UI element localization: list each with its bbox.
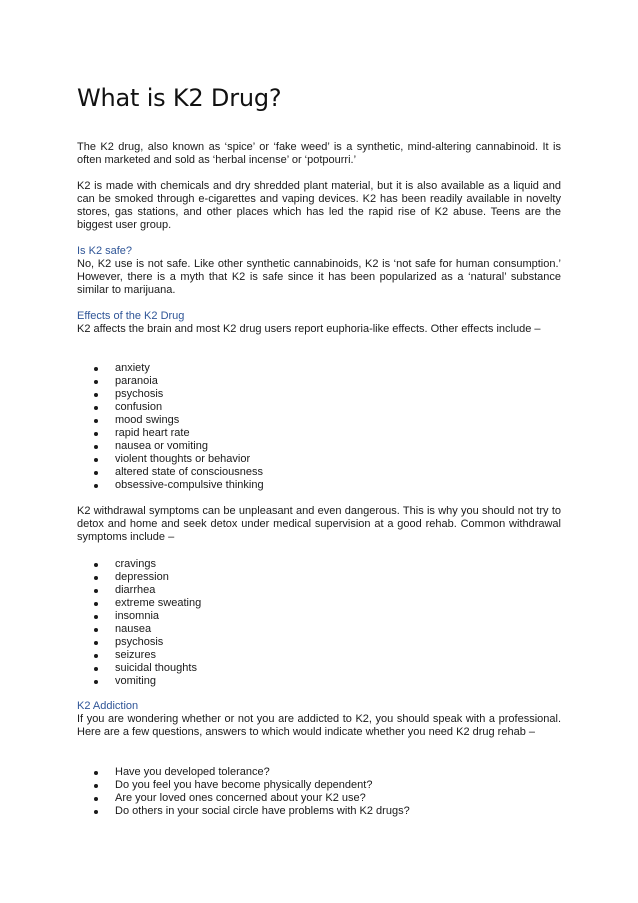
effects-heading: Effects of the K2 Drug [77, 310, 185, 322]
intro-paragraph-2: K2 is made with chemicals and dry shredded plant material, but it is also available as a liquid and can be smoked through e-cigarettes and vaping devices. K2 has been readily available in novelty stores, gas stations, and other places which has led the rapid rise of K2 abuse. Teens are the biggest user group. [77, 180, 561, 231]
list-item: depression [77, 571, 561, 584]
list-item: insomnia [77, 610, 561, 623]
bullet-icon [94, 615, 98, 619]
list-item: suicidal thoughts [77, 662, 561, 675]
bullet-icon [94, 419, 98, 423]
list-item: obsessive-compulsive thinking [77, 479, 561, 492]
list-item: seizures [77, 649, 561, 662]
addiction-paragraph: If you are wondering whether or not you are addicted to K2, you should speak with a professional. Here are a few questions, answers to which would indicate whether you need K2 drug rehab – [77, 713, 561, 738]
list-item: violent thoughts or behavior [77, 453, 561, 466]
safe-heading: Is K2 safe? [77, 245, 133, 257]
list-item: vomiting [77, 675, 561, 688]
withdrawal-paragraph: K2 withdrawal symptoms can be unpleasant and even dangerous. This is why you should not try to detox and home and seek detox under medical supervision at a good rehab. Common withdrawal symptoms include – [77, 505, 561, 543]
bullet-icon [94, 432, 98, 436]
list-item: psychosis [77, 636, 561, 649]
bullet-icon [94, 445, 98, 449]
bullet-icon [94, 367, 98, 371]
bullet-icon [94, 810, 98, 814]
effects-paragraph: K2 affects the brain and most K2 drug users report euphoria-like effects. Other effects include – [77, 323, 541, 335]
bullet-icon [94, 654, 98, 658]
bullet-icon [94, 602, 98, 606]
safe-paragraph: No, K2 use is not safe. Like other synthetic cannabinoids, K2 is ‘not safe for human consumption.’ However, there is a myth that K2 is safe since it has been popularized as a ‘natural’ substance similar to marijuana. [77, 258, 561, 296]
bullet-icon [94, 471, 98, 475]
bullet-icon [94, 628, 98, 632]
bullet-icon [94, 589, 98, 593]
bullet-icon [94, 680, 98, 684]
intro-paragraph-1: The K2 drug, also known as ‘spice’ or ‘fake weed’ is a synthetic, mind-altering cannabinoid. It is often marketed and sold as ‘herbal incense’ or ‘potpourri.’ [77, 141, 561, 166]
list-item: Do others in your social circle have problems with K2 drugs? [77, 805, 561, 818]
bullet-icon [94, 406, 98, 410]
addiction-list [77, 766, 561, 818]
list-item: nausea [77, 623, 561, 636]
list-item: cravings [77, 558, 561, 571]
bullet-icon [94, 576, 98, 580]
list-item: altered state of consciousness [77, 466, 561, 479]
list-item: mood swings [77, 414, 561, 427]
addiction-heading: K2 Addiction [77, 700, 139, 712]
bullet-icon [94, 771, 98, 775]
list-item: rapid heart rate [77, 427, 561, 440]
page-title: What is K2 Drug? [77, 84, 282, 112]
list-item: extreme sweating [77, 597, 561, 610]
bullet-icon [94, 563, 98, 567]
list-item: Are your loved ones concerned about your K2 use? [77, 792, 561, 805]
list-item: paranoia [77, 375, 561, 388]
list-item: diarrhea [77, 584, 561, 597]
bullet-icon [94, 458, 98, 462]
list-item: Have you developed tolerance? [77, 766, 561, 779]
list-item: Do you feel you have become physically dependent? [77, 779, 561, 792]
bullet-icon [94, 784, 98, 788]
list-item: anxiety [77, 362, 561, 375]
withdrawal-list [77, 558, 561, 688]
list-item: psychosis [77, 388, 561, 401]
bullet-icon [94, 667, 98, 671]
bullet-icon [94, 484, 98, 488]
bullet-icon [94, 393, 98, 397]
effects-list [77, 362, 561, 492]
bullet-icon [94, 797, 98, 801]
bullet-icon [94, 380, 98, 384]
list-item: confusion [77, 401, 561, 414]
list-item: nausea or vomiting [77, 440, 561, 453]
bullet-icon [94, 641, 98, 645]
